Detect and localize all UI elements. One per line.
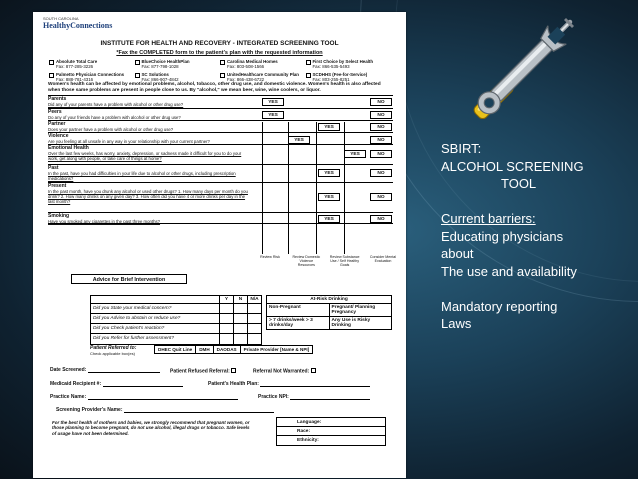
payer-item: First Choice by Select Health Fax: 866-535-5493 (306, 59, 390, 69)
logo-top-text: Healthy (43, 21, 71, 30)
advice-row: Did you Refer for further assessment? (91, 334, 261, 344)
checkbox (49, 60, 54, 65)
question-row: Partner Does your partner have a problem with alcohol or other drug use? YES NO (48, 120, 393, 132)
question-row: Smoking Have you smoked any cigarettes in the past three months? YES NO (48, 212, 393, 224)
advice-label: Advice for Brief Intervention (71, 274, 187, 284)
text-current-barriers: Current barriers: (441, 211, 536, 226)
screening-form-image: SOUTH CAROLINA HealthyConnections INSTITUTE FOR HEALTH AND RECOVERY - INTEGRATED SCREENING TOOL *Fax the COMPLETED form to the patient's plan with the requested information Absolute Total Care Fax: 877-285-3226 BlueChoice HealthPlan Fax: 877-798-1028 Carolina Medical Homes Fax: 803-508-1566 First Choice by Select Health Fax: 866-535-5493 Palmetto Physician Connections Fax: 888-781-4316 SC Solutions Fax: 866-907-4842 UnitedHealthcare Community Plan Fax: 866-438-6722 SCDHHS (Fee-for-Service) Fax: 803-255-8251 Women's health can be affected by emotional problems, alcohol, tobacco, other drug use, and domestic violence. Women's health is also affected when those same problems are present in people close to us. By "alcohol," we mean beer, wine, wine coolers, or liquor. Parents Did any of your parents have a problem with alcohol or other drug use? YES NO Peers Do any of your friends have a problem with alcohol or other drug use? YES NO Partner Does your partner have a problem with alcohol or other drug use? YES NO Violence Are you feeling at all unsafe in any way in your relationship with your current partner? YES NO Emotional Health Over the last few weeks, has worry, anxiety, depression, or sadness made it difficult for you to do your work, get along with people, or take care of things at home? YES NO Past In the past, have you had difficulties in your life due to alcohol or other drugs, including prescription medications? YES NO Present In the past month, have you drunk any alcohol or used other drugs? 1. How many days per month do you drink? 2. How many drinks on any given day? 3. How often did you have 4 or more drinks per day in the last month? YES NO Smoking Have you smoked any cigarettes in the past three months? YES NO Review Risk Review Domestic Violence Resources Review Substance Use / Self Healthy Goals Consider Mental Evaluation Advice for Brief Intervention Y N N/A Did you State your medical concern? Did you Advise to abstain or reduce use? Did you Check patient's reaction? Did you Refer for further assessment? At-Risk Drinking Non-Pregnant Pregnant/ Planning Pregnancy > 7 drinks/week > 3 drinks/day Any Use is Risky Drinking Patient Referred to: Check applicable box(es) DHEC Quit Line DMH DAODAS Private Provider [Name & NPI] Date Screened: Patient Refused Referral: Referral Not Warranted: Medicaid Recipient #: Patient's Health Plan: Practice Name: Practice NPI: Screening Provider's Name: For the best health of mothers and babies, we strongly recommend that pregnant women, or those planning to become pregnant, do not use alcohol, illegal drugs or tobacco. Safe levels of usage have not been determined. Language: Race: Ethnicity: (33, 12, 406, 478)
checkbox (306, 73, 311, 78)
form-subtitle: *Fax the COMPLETED form to the patient's plan with the requested information (116, 50, 323, 56)
checkbox (135, 60, 140, 65)
question-row: Past In the past, have you had difficulties in your life due to alcohol or other drugs, including prescription medications? YES NO (48, 164, 393, 182)
advice-table: Y N N/A Did you State your medical concern? Did you Advise to abstain or reduce use? Did you Check patient's reaction? Did you Refer for further assessment? (90, 295, 262, 345)
advice-row: Did you State your medical concern? (91, 304, 261, 314)
referral-section: Patient Referred to: Check applicable box(es) DHEC Quit Line DMH DAODAS Private Provider [Name & NPI] (90, 345, 340, 356)
form-title: INSTITUTE FOR HEALTH AND RECOVERY - INTEGRATED SCREENING TOOL (100, 40, 339, 47)
text-laws: Laws (441, 316, 472, 331)
checkbox (220, 73, 225, 78)
outcome-labels: Review Risk Review Domestic Violence Resources Review Substance Use / Self Healthy Goals Consider Mental Evaluation (260, 255, 397, 267)
logo-small-text: SOUTH CAROLINA (43, 16, 79, 21)
payer-item: UnitedHealthcare Community Plan Fax: 866-438-6722 (220, 72, 304, 82)
question-row: Present In the past month, have you drunk any alcohol or used other drugs? 1. How many days per month do you drink? 2. How many drinks on any given day? 3. How often did you have 4 or more drinks per day in the last month? YES NO (48, 182, 393, 212)
column-line (344, 122, 345, 254)
payer-item: Carolina Medical Homes Fax: 803-508-1566 (220, 59, 304, 69)
text-sbirt: SBIRT: (441, 141, 482, 156)
checkbox (135, 73, 140, 78)
column-line (288, 122, 289, 254)
text-mandatory-reporting: Mandatory reporting (441, 298, 558, 314)
text-alcohol-screening: ALCOHOL SCREENING (441, 158, 584, 174)
question-table (48, 95, 393, 224)
payer-list (49, 59, 389, 82)
column-line (262, 122, 263, 254)
footnote: For the best health of mothers and babies, we strongly recommend that pregnant women, or those planning to become pregnant, do not use alcohol, illegal drugs or tobacco. Safe levels of usage have not been determined. (52, 420, 250, 436)
text-educating-physicians: Educating physicians (441, 228, 564, 244)
payer-item: SC Solutions Fax: 866-907-4842 (135, 72, 219, 82)
payer-item: BlueChoice HealthPlan Fax: 877-798-1028 (135, 59, 219, 69)
healthy-connections-logo (43, 16, 112, 30)
logo-main-text: Connections (70, 21, 113, 30)
at-risk-drinking-table: At-Risk Drinking Non-Pregnant Pregnant/ Planning Pregnancy > 7 drinks/week > 3 drinks/day Any Use is Risky Drinking (266, 295, 392, 330)
text-use-availability: The use and availability (441, 263, 577, 279)
wrench-icon (472, 22, 570, 120)
question-row: Emotional Health Over the last few weeks, has worry, anxiety, depression, or sadness made it difficult for you to do your work, get along with people, or take care of things at home? YES NO (48, 144, 393, 164)
advice-row: Did you Advise to abstain or reduce use? (91, 314, 261, 324)
checkbox (49, 73, 54, 78)
question-row: Violence Are you feeling at all unsafe in any way in your relationship with your current partner? YES NO (48, 132, 393, 144)
form-intro: Women's health can be affected by emotional problems, alcohol, tobacco, other drug use, and domestic violence. Women's health is also affected when those same problems are present in people close to us. By "alcohol," we mean beer, wine, wine coolers, or liquor. (48, 82, 381, 93)
payer-item: Palmetto Physician Connections Fax: 888-781-4316 (49, 72, 133, 82)
advice-row: Did you Check patient's reaction? (91, 324, 261, 334)
slide-text (441, 140, 631, 333)
wrench-screwdriver-icon (462, 12, 580, 130)
payer-item: Absolute Total Care Fax: 877-285-3226 (49, 59, 133, 69)
checkbox (220, 60, 225, 65)
question-row: Peers Do any of your friends have a problem with alcohol or other drug use? YES NO (48, 108, 393, 120)
checkbox (306, 60, 311, 65)
demographics-box: Language: Race: Ethnicity: (276, 417, 386, 446)
column-line (316, 122, 317, 254)
text-tool: TOOL (501, 176, 537, 191)
question-row: Parents Did any of your parents have a problem with alcohol or other drug use? YES NO (48, 95, 393, 108)
text-about: about (441, 246, 474, 261)
payer-item: SCDHHS (Fee-for-Service) Fax: 803-255-8251 (306, 72, 390, 82)
